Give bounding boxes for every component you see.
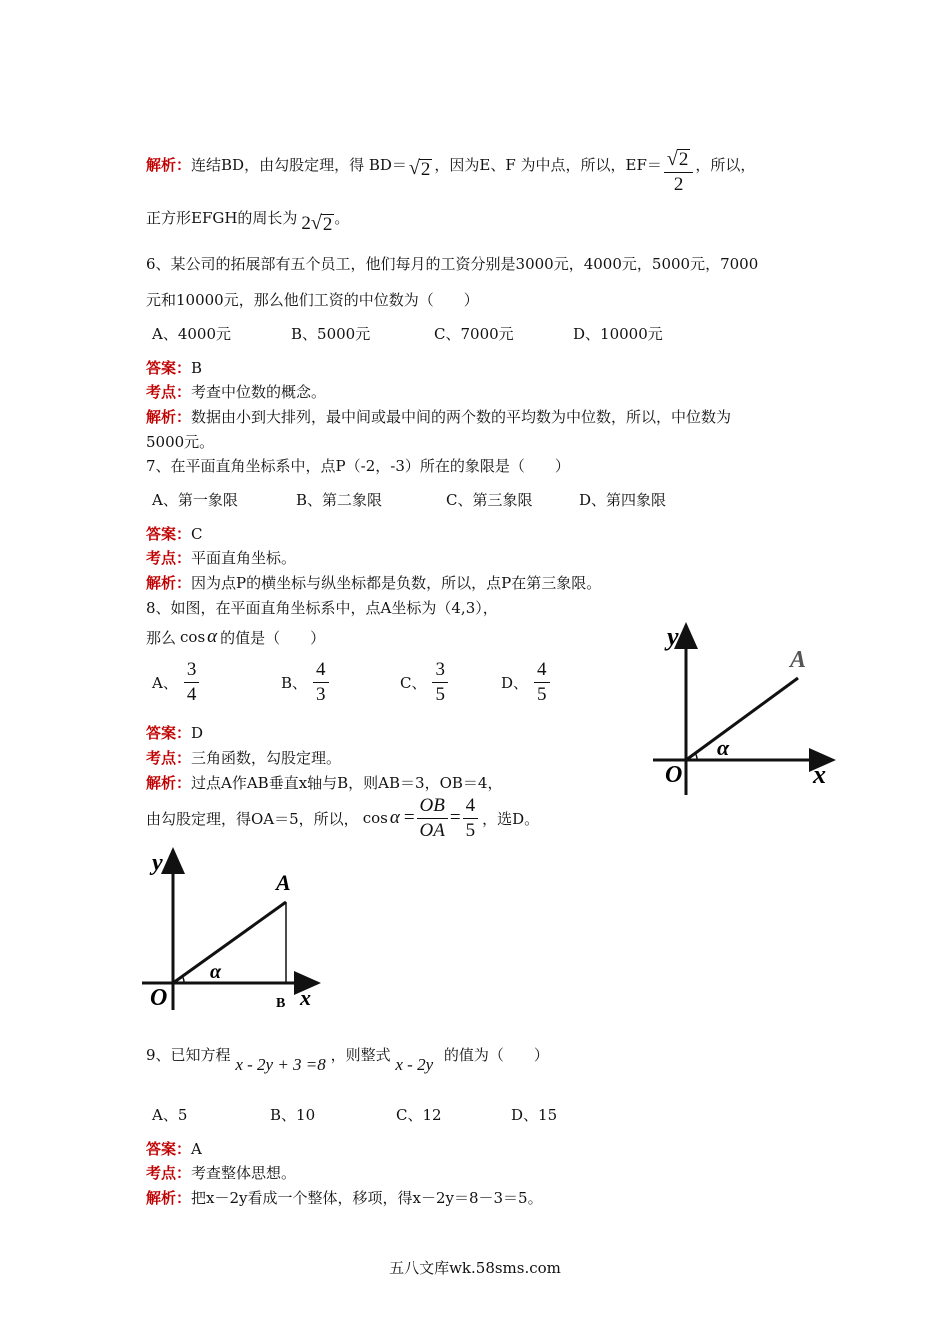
q8-option-a [152,660,199,705]
q6-option-d: D、10000元 [573,325,663,343]
point-label: 考点： [146,383,192,401]
q8-point [146,747,341,768]
option-fraction: $\frac{3}{4}$ [184,660,200,705]
q8-option-c [400,660,448,705]
eq-sign: = [449,807,461,828]
q6-answer-value: B [191,359,203,377]
q9-point-text: 考查整体思想。 [191,1164,297,1182]
analysis-label: 解析： [146,574,192,592]
q8-analysis-line2-text: 由勾股定理，得OA＝5，所以， [146,809,359,828]
origin-label: O [150,985,168,1011]
perimeter-coef: 2 [301,212,311,234]
option-label: D、 [501,673,529,692]
q6-stem-line2: 元和10000元，那么他们工资的中位数为（ ） [146,291,479,309]
eq-cos: cos [362,809,388,827]
q7-option-c: C、第三象限 [446,491,533,509]
alpha-label: α [717,735,730,760]
x-label: x [300,985,311,1010]
q8-option-d [501,660,550,705]
q6-analysis-line1 [146,406,731,427]
q5-line2-end: 。 [334,208,350,227]
answer-label: 答案： [146,359,192,377]
analysis-label: 解析： [146,774,192,792]
q8-option-b [281,660,329,705]
point-label: 考点： [146,1164,192,1182]
q9-option-d: D、15 [511,1106,558,1124]
q5-analysis-line2 [146,200,349,234]
ef-den: 2 [673,174,684,196]
q7-stem: 7、在平面直角坐标系中，点P（-2，-3）所在的象限是（ ） [146,457,570,475]
option-fraction: $\frac{4}{3}$ [313,660,329,705]
analysis-label: 解析： [146,408,192,426]
point-a-label: A [276,870,291,895]
analysis-label: 解析： [146,1189,192,1207]
q6-option-a: A、4000元 [152,325,232,343]
q6-point-text: 考查中位数的概念。 [191,383,327,401]
q6-answer [146,357,202,378]
q8-answer [146,722,203,743]
point-label: 考点： [146,749,192,767]
q6-option-b: B、5000元 [291,325,371,343]
q9-answer-value: A [191,1140,202,1158]
q8-answer-value: D [191,724,204,742]
four-fifths-fraction: $\frac{4}{5}$ [463,796,479,841]
q7-option-b: B、第二象限 [296,491,383,509]
q8-stem-line1: 8、如图，在平面直角坐标系中，点A坐标为（4,3）， [146,599,498,617]
q7-analysis [146,572,601,593]
q9-point [146,1162,296,1183]
point-a-label: A [790,647,807,673]
y-label: y [667,622,679,651]
answer-label: 答案： [146,724,192,742]
eq-alpha: α [389,807,400,828]
q7-answer [146,523,203,544]
q6-analysis-text: 数据由小到大排列，最中间或最中间的两个数的平均数为中位数，所以，中位数为 [191,408,732,426]
option-fraction: $\frac{3}{5}$ [432,660,448,705]
ob-oa-fraction: $\frac{OB}{OA}$ [417,796,448,841]
q9-stem-b: ，则整式 [330,1046,391,1064]
eq-sign: = [403,807,415,828]
option-fraction: $\frac{4}{5}$ [534,660,550,705]
q8-point-text: 三角函数，勾股定理。 [191,749,342,767]
cos-word: cos [180,628,206,646]
q9-option-c: C、12 [396,1106,442,1124]
q5-analysis-text3: ，所以， [695,155,756,174]
q6-analysis-line2: 5000元。 [146,433,215,451]
alpha-symbol: α [207,626,218,647]
q7-point [146,547,296,568]
coordinate-figure-2 [140,845,330,1015]
option-label: B、 [281,673,308,692]
answer-label: 答案： [146,525,192,543]
q5-line2-text: 正方形EFGH的周长为 [146,208,298,227]
q9-answer [146,1138,202,1159]
q8-analysis-line1 [146,772,502,793]
perimeter-expression: 2 √ 2 [301,211,333,235]
origin-label: O [665,762,683,788]
q7-answer-value: C [191,525,203,543]
ef-fraction: √ 2 2 [664,149,693,195]
q9-analysis-text: 把x－2y看成一个整体，移项，得x－2y＝8－3＝5。 [191,1189,543,1207]
q9-stem [146,1044,549,1080]
q5-analysis-text2: ，因为E、F 为中点，所以，EF＝ [434,155,662,174]
q9-stem-a: 9、已知方程 [146,1046,231,1064]
q6-point [146,381,326,402]
ef-num: 2 [678,149,689,171]
bd-value: 2 [420,158,431,180]
q5-analysis-text1: 连结BD，由勾股定理，得 BD＝ [191,155,407,174]
q8-analysis-text: 过点A作AB垂直x轴与B，则AB＝3，OB＝4， [191,774,503,792]
q9-expression: x - 2y [395,1055,434,1074]
option-label: C、 [400,673,427,692]
footer-watermark: 五八文库wk.58sms.com [389,1259,561,1277]
y-label: y [152,850,163,876]
q9-analysis [146,1187,543,1208]
q6-option-c: C、7000元 [434,325,514,343]
q7-option-d: D、第四象限 [579,491,667,509]
q9-equation: x - 2y + 3 =8 [235,1055,326,1074]
answer-label: 答案： [146,1140,192,1158]
q8-analysis-line2 [146,794,539,842]
ray-oa [686,678,798,760]
q9-option-b: B、10 [270,1106,316,1124]
point-b-label: B [276,996,286,1011]
q9-option-a: A、5 [152,1106,188,1124]
q8-stem-prefix: 那么 [146,628,177,647]
perimeter-rad: 2 [322,213,333,235]
q5-analysis-line1 [146,138,756,196]
option-label: A、 [152,673,178,692]
q7-analysis-text: 因为点P的横坐标与纵坐标都是负数，所以，点P在第三象限。 [191,574,602,592]
q8-stem-line2 [146,626,325,648]
alpha-label: α [210,961,222,983]
analysis-label: 解析： [146,155,192,174]
x-label: x [813,760,826,789]
ray-oa [173,902,286,983]
point-label: 考点： [146,549,192,567]
sqrt-expression: √ 2 [408,156,431,180]
q7-option-a: A、第一象限 [152,491,238,509]
q8-stem-suffix: 的值是（ ） [220,628,326,647]
q9-stem-c: 的值为（ ） [443,1046,549,1064]
q7-point-text: 平面直角坐标。 [191,549,297,567]
coordinate-figure-1 [645,615,845,805]
q6-stem-line1: 6、某公司的拓展部有五个员工，他们每月的工资分别是3000元，4000元，5000元，7000 [146,255,759,273]
q8-analysis-end: ，选D。 [482,809,540,828]
